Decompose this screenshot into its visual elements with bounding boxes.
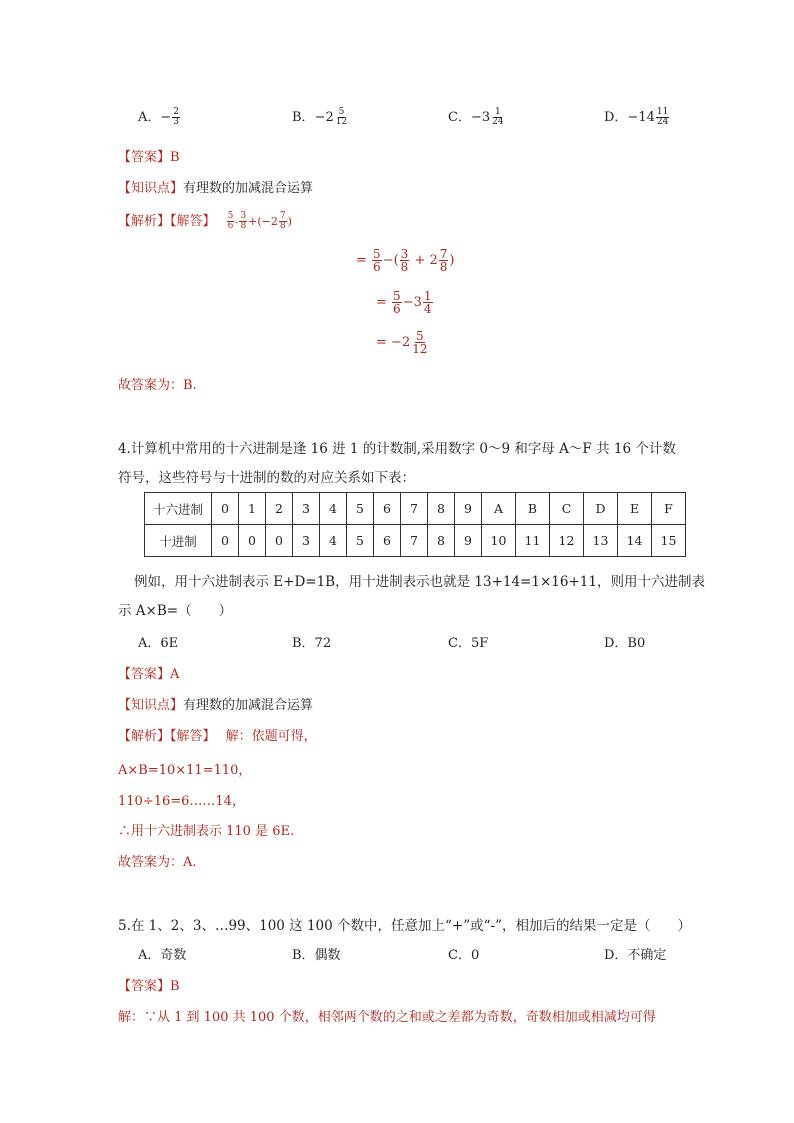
- q4-options: [0, 632, 794, 662]
- q4-answer: [118, 663, 179, 682]
- analysis-tag: 【解析】【解答】: [118, 214, 216, 229]
- operator: ): [449, 253, 455, 268]
- operator: −(: [382, 253, 399, 268]
- q4-example-line-1: 例如，用十六进制表示 E+D=1B，用十进制表示也就是 13+14=1×16+11，则用十六进制表: [134, 574, 705, 590]
- denominator: 6: [227, 221, 234, 231]
- operator: −3: [402, 295, 422, 310]
- table-cell: F: [652, 493, 686, 525]
- numerator: 5: [416, 329, 424, 343]
- q3-step-3: [376, 330, 430, 355]
- equals-sign: =: [356, 253, 367, 268]
- table-cell: 6: [374, 493, 401, 525]
- numerator: 3: [400, 247, 409, 261]
- q5-option-a[interactable]: A．奇数: [138, 948, 187, 963]
- q3-option-c[interactable]: [448, 106, 506, 127]
- option-whole: 2: [325, 110, 334, 125]
- knowledge-tag: 【知识点】: [118, 181, 184, 196]
- operator: ): [287, 215, 292, 228]
- q3-analysis: [118, 210, 292, 231]
- q4-knowledge-point: [118, 694, 313, 713]
- q4-option-c[interactable]: C．5F: [448, 636, 489, 651]
- table-cell: 8: [428, 493, 455, 525]
- table-cell: 7: [401, 525, 428, 557]
- fraction: [392, 290, 402, 315]
- q3-knowledge-point: [118, 177, 313, 196]
- option-fraction: [172, 108, 180, 127]
- table-cell: C: [550, 493, 584, 525]
- q4-calc-1: A×B=10×11=110，: [118, 763, 252, 778]
- answer-value: B: [170, 150, 180, 165]
- q5-options: [0, 944, 794, 974]
- fraction: [400, 248, 410, 273]
- denominator: 8: [400, 260, 409, 274]
- denominator: 6: [373, 260, 381, 274]
- table-cell: A: [482, 493, 516, 525]
- option-fraction: [656, 108, 669, 127]
- table-cell: 5: [347, 493, 374, 525]
- numerator: 5: [393, 289, 401, 303]
- table-cell: 6: [374, 525, 401, 557]
- table-cell: 15: [652, 525, 686, 557]
- table-row: [145, 493, 686, 525]
- table-cell: 11: [516, 525, 550, 557]
- numerator: 5: [373, 247, 381, 261]
- table-cell: 5: [347, 525, 374, 557]
- numerator: 7: [439, 247, 448, 261]
- q4-stem-line-1: 4.计算机中常用的十六进制是逢 16 进 1 的计数制,采用数字 0～9 和字母 A～F 共 16 个计数: [118, 441, 676, 457]
- denominator: 12: [335, 117, 348, 127]
- q5-stem: 5.在 1、2、3、…99、100 这 100 个数中，任意加上“+”或“-”，相加后的结果一定是（ ）: [118, 918, 692, 934]
- hex-decimal-table: [144, 492, 686, 557]
- table-cell: 0: [212, 525, 239, 557]
- operator: -: [235, 218, 239, 228]
- q4-example-line-2: 示 A×B=（ ）: [118, 603, 233, 619]
- q5-option-d[interactable]: D．不确定: [604, 948, 667, 963]
- numerator: 11: [656, 107, 669, 117]
- analysis-expression: [226, 211, 292, 231]
- table-cell: 14: [618, 525, 652, 557]
- q5-option-b[interactable]: B．偶数: [292, 948, 341, 963]
- analysis-tag: 【解析】【解答】: [118, 729, 216, 744]
- table-row: [145, 525, 686, 557]
- option-letter: D．: [604, 110, 628, 125]
- answer-value: A: [170, 667, 180, 682]
- q4-stem-line-2: 符号，这些符号与十进制的数的对应关系如下表：: [118, 470, 415, 486]
- table-cell: D: [584, 493, 618, 525]
- operator: −2: [391, 335, 411, 350]
- denominator: 24: [492, 117, 504, 127]
- table-cell: 4: [320, 525, 347, 557]
- row-header: 十进制: [145, 525, 212, 557]
- q4-calc-2: 110÷16=6……14，: [118, 794, 245, 809]
- q3-step-2: [376, 290, 434, 315]
- option-whole: 14: [638, 110, 655, 125]
- denominator: 8: [279, 221, 286, 231]
- option-fraction: [335, 108, 348, 127]
- table-cell: 13: [584, 525, 618, 557]
- table-cell: 8: [428, 525, 455, 557]
- q4-conclusion: 故答案为：A.: [118, 855, 197, 870]
- q4-option-b[interactable]: B．72: [292, 636, 332, 651]
- operator: +(−2: [248, 215, 278, 228]
- operator: + 2: [414, 253, 438, 268]
- q5-answer: [118, 975, 180, 994]
- numerator: 5: [227, 211, 234, 221]
- option-whole: 3: [481, 110, 491, 125]
- q3-answer: [118, 146, 180, 165]
- numerator: 1: [423, 289, 432, 303]
- denominator: 3: [173, 117, 180, 127]
- fraction: [227, 212, 235, 231]
- table-cell: 9: [455, 493, 482, 525]
- option-letter: A．: [138, 110, 161, 125]
- answer-value: B: [170, 979, 180, 994]
- numerator: 7: [279, 211, 286, 221]
- q3-option-b[interactable]: [292, 106, 349, 127]
- fraction: [372, 248, 382, 273]
- table-cell: 0: [266, 525, 293, 557]
- q5-solution: 解：∵从 1 到 100 共 100 个数，相邻两个数的之和或之差都为奇数，奇数相加或相减均可得: [118, 1010, 656, 1025]
- denominator: 8: [240, 221, 247, 231]
- option-sign: −: [470, 110, 482, 125]
- q3-conclusion: 故答案为：B.: [118, 378, 197, 393]
- table-cell: 0: [212, 493, 239, 525]
- table-cell: 7: [401, 493, 428, 525]
- fraction: [239, 212, 247, 231]
- table-cell: 2: [266, 493, 293, 525]
- denominator: 6: [393, 302, 401, 316]
- option-fraction: [491, 108, 504, 127]
- answer-tag: 【答案】: [118, 667, 171, 682]
- knowledge-value: 有理数的加减混合运算: [183, 181, 314, 196]
- numerator: 5: [338, 107, 345, 117]
- denominator: 12: [412, 342, 428, 356]
- table-cell: 1: [239, 493, 266, 525]
- q5-option-c[interactable]: C．0: [448, 948, 480, 963]
- q4-analysis: [118, 725, 317, 744]
- q3-options: [0, 106, 794, 136]
- table-cell: 3: [293, 493, 320, 525]
- option-letter: B．: [292, 110, 315, 125]
- table-cell: 0: [239, 525, 266, 557]
- table-cell: 12: [550, 525, 584, 557]
- q4-option-a[interactable]: A．6E: [138, 636, 179, 651]
- option-letter: C．: [448, 110, 471, 125]
- q3-option-d[interactable]: [604, 106, 670, 127]
- denominator: 24: [656, 117, 669, 127]
- equals-sign: =: [376, 295, 387, 310]
- knowledge-value: 有理数的加减混合运算: [183, 698, 314, 713]
- option-sign: −: [627, 110, 639, 125]
- fraction: [423, 290, 433, 315]
- table-cell: 3: [293, 525, 320, 557]
- q4-calc-3: ∴用十六进制表示 110 是 6E.: [118, 824, 295, 839]
- fraction: [279, 212, 287, 231]
- table-cell: E: [618, 493, 652, 525]
- table-cell: 10: [482, 525, 516, 557]
- fraction: [411, 330, 428, 355]
- option-sign: −: [314, 110, 326, 125]
- table-cell: B: [516, 493, 550, 525]
- answer-tag: 【答案】: [118, 979, 171, 994]
- knowledge-tag: 【知识点】: [118, 698, 184, 713]
- analysis-intro: 解：依题可得，: [225, 729, 317, 744]
- q3-step-1: [356, 248, 454, 273]
- denominator: 4: [423, 302, 432, 316]
- numerator: 1: [495, 107, 501, 117]
- q4-option-d[interactable]: D．B0: [604, 636, 646, 651]
- row-header: 十六进制: [145, 493, 212, 525]
- q3-option-a[interactable]: [138, 106, 181, 127]
- table-cell: 9: [455, 525, 482, 557]
- table-cell: 4: [320, 493, 347, 525]
- numerator: 3: [240, 211, 247, 221]
- equals-sign: =: [376, 335, 387, 350]
- option-sign: −: [160, 110, 172, 125]
- numerator: 2: [173, 107, 180, 117]
- denominator: 8: [439, 260, 448, 274]
- fraction: [439, 248, 449, 273]
- answer-tag: 【答案】: [118, 150, 171, 165]
